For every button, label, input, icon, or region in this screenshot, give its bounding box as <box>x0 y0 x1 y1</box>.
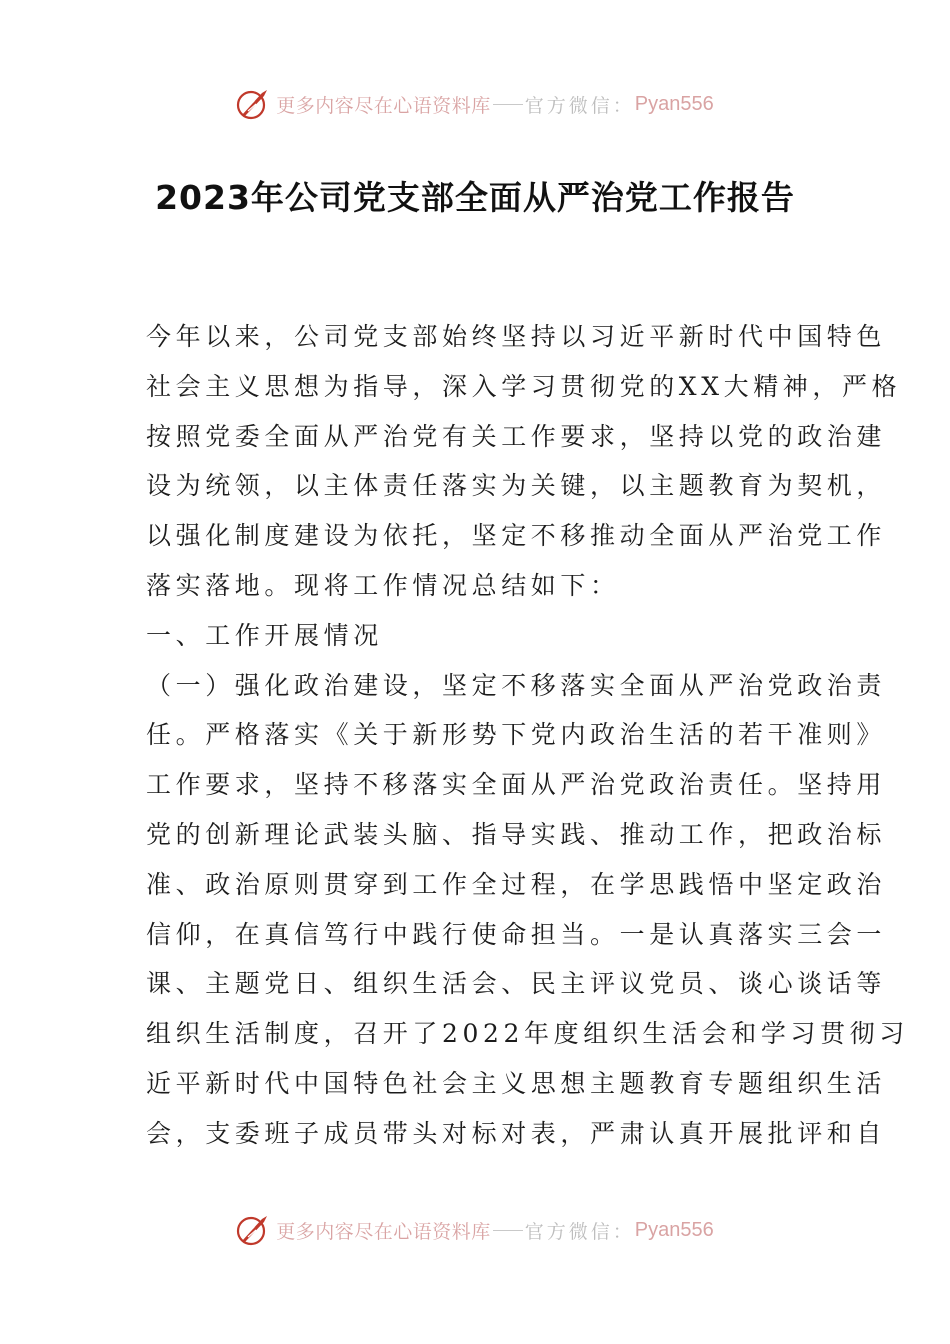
quill-logo-icon <box>236 1213 272 1247</box>
watermark-text: 更多内容尽在心语资料库 <box>276 1220 491 1243</box>
watermark-id: Pyan556 <box>634 1218 714 1241</box>
watermark-dash <box>493 104 523 105</box>
quill-logo-icon <box>236 87 272 121</box>
body-line: 以强化制度建设为依托，坚定不移推动全面从严治党工作 <box>146 521 887 551</box>
body-line: （一）强化政治建设，坚定不移落实全面从严治党政治责 <box>146 670 887 700</box>
watermark-id: Pyan556 <box>634 92 714 115</box>
footer-watermark <box>0 1210 950 1250</box>
body-line: 工作要求，坚持不移落实全面从严治党政治责任。坚持用 <box>146 770 887 800</box>
body-line: 按照党委全面从严治党有关工作要求，坚持以党的政治建 <box>146 421 887 451</box>
section-heading: 一、工作开展情况 <box>146 620 383 650</box>
body-line: 落实落地。现将工作情况总结如下： <box>146 570 620 600</box>
body-line: 信仰，在真信笃行中践行使命担当。一是认真落实三会一 <box>146 919 887 949</box>
body-line: 社会主义思想为指导，深入学习贯彻党的XX大精神，严格 <box>146 371 902 401</box>
header-watermark <box>0 84 950 124</box>
watermark-dash <box>493 1230 523 1231</box>
document-body <box>146 312 909 1159</box>
body-line: 组织生活制度，召开了2022年度组织生活会和学习贯彻习 <box>146 1019 909 1049</box>
watermark-label: 官方微信： <box>524 94 635 117</box>
watermark-label: 官方微信： <box>524 1220 635 1243</box>
body-line: 近平新时代中国特色社会主义思想主题教育专题组织生活 <box>146 1068 887 1098</box>
body-line: 设为统领，以主体责任落实为关键，以主题教育为契机， <box>146 471 887 501</box>
watermark-text: 更多内容尽在心语资料库 <box>276 94 491 117</box>
body-line: 准、政治原则贯穿到工作全过程，在学思践悟中坚定政治 <box>146 869 887 899</box>
document-title: 2023年公司党支部全面从严治党工作报告 <box>155 178 795 217</box>
body-line: 今年以来，公司党支部始终坚持以习近平新时代中国特色 <box>146 322 887 351</box>
body-line: 任。严格落实《关于新形势下党内政治生活的若干准则》 <box>146 720 887 750</box>
body-line: 会，支委班子成员带头对标对表，严肃认真开展批评和自 <box>146 1118 887 1148</box>
body-line: 课、主题党日、组织生活会、民主评议党员、谈心谈话等 <box>146 969 887 999</box>
body-line: 党的创新理论武装头脑、指导实践、推动工作，把政治标 <box>146 819 887 849</box>
